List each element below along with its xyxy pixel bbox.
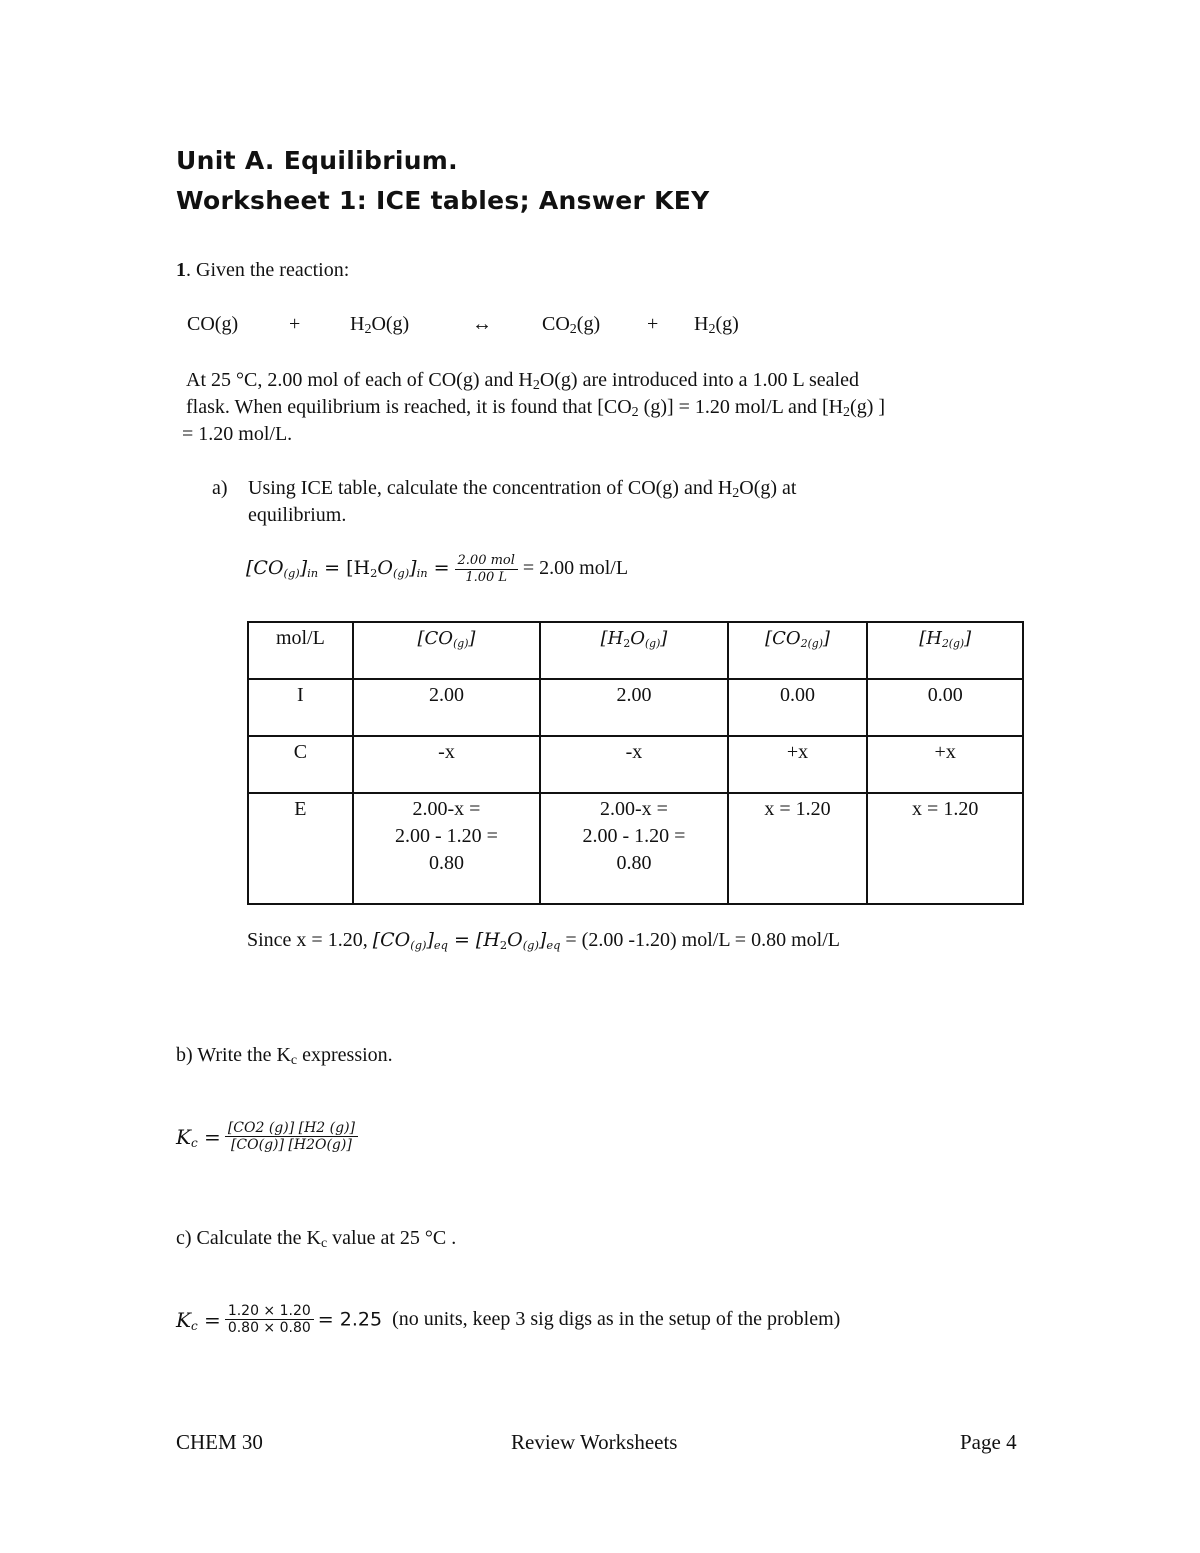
page-title: Unit A. Equilibrium. — [176, 146, 458, 175]
table-row — [248, 679, 1023, 736]
kc-calculation: $K_c$ = $\frac{1.20 \times 1.20}{0.80 \times 0.80}$ = 2.25 (no units, keep 3 sig digs as in the setup of the problem) — [176, 1303, 841, 1336]
header-co2: $[CO_{2(g)}]$ — [728, 622, 868, 679]
question-intro-text: . Given the reaction: — [186, 259, 350, 281]
table-corner: mol/L — [248, 622, 353, 679]
table-cell: +x — [867, 736, 1023, 793]
kc-expression: $K_c$ = $\frac{[CO2 (g)] [H2 (g)]}{[CO(g)] [H2O(g)]}$ — [176, 1120, 358, 1153]
row-label-c: C — [248, 736, 353, 793]
plus-sign: + — [289, 313, 301, 335]
table-cell: 0.00 — [867, 679, 1023, 736]
row-label-i: I — [248, 679, 353, 736]
footer-course: CHEM 30 — [176, 1430, 263, 1454]
table-cell: -x — [353, 736, 540, 793]
equilibrium-arrow: ↔ — [472, 313, 492, 335]
concentration-fraction: $\frac{\text{2.00 mol}}{1.00 L}$ — [455, 553, 518, 586]
question-1-intro — [176, 257, 349, 284]
header-h2o: $[H_2O_{(g)}]$ — [540, 622, 727, 679]
ice-table — [247, 621, 1024, 905]
product-h2: $H_2(g)$ — [694, 313, 739, 337]
equilibrium-result: Since x = 1.20, $[CO_{(g)}]_{eq} = [H_2O_{(g)}]_{eq} = (2.00$ -1.20) mol/L = 0.80 mol/L — [247, 929, 840, 952]
part-a-question: Using ICE table, calculate the concentration of CO(g) and $H_2O(g)$ at equilibrium. — [248, 477, 797, 526]
footer-page-number: Page 4 — [960, 1430, 1017, 1454]
table-cell: 2.00-x = 2.00 - 1.20 = 0.80 — [540, 793, 727, 904]
footer-title: Review Worksheets — [511, 1430, 678, 1454]
table-cell: -x — [540, 736, 727, 793]
part-c-question: c) Calculate the $K_c$ value at 25 °C . — [176, 1227, 457, 1251]
header-co: $[CO_{(g)}]$ — [353, 622, 540, 679]
kc-value: = 2.25 — [317, 1308, 383, 1331]
kc-calc-fraction: $\frac{1.20 \times 1.20}{0.80 \times 0.80}$ — [225, 1303, 314, 1336]
table-row — [248, 793, 1023, 904]
table-cell: 2.00 — [353, 679, 540, 736]
table-cell: x = 1.20 — [728, 793, 868, 904]
table-cell: 0.00 — [728, 679, 868, 736]
reaction-equation — [0, 311, 1200, 341]
kc-fraction: $\frac{[CO2 (g)] [H2 (g)]}{[CO(g)] [H2O(g)]}$ — [225, 1120, 358, 1153]
kc-note: (no units, keep 3 sig digs as in the setup of the problem) — [392, 1308, 841, 1330]
part-b-question: b) Write the $K_c$ expression. — [176, 1044, 393, 1068]
product-co2: $CO_2(g)$ — [542, 313, 601, 337]
initial-concentration-equation: $[CO_{(g)}]_{in} = [H_2O_{(g)}]_{in}$ = $\frac{\text{2.00 mol}}{1.00 L}$ = 2.00 mol/L — [246, 553, 629, 585]
page-subtitle: Worksheet 1: ICE tables; Answer KEY — [176, 186, 710, 215]
header-h2: $[H_{2(g)}]$ — [867, 622, 1023, 679]
problem-paragraph: At 25 °C, 2.00 mol of each of CO(g) and $H_2O(g)$ are introduced into a 1.00 L sealed flask. When equilibrium is reached, it is found that [$CO_2$ (g)] = 1.20 mol/L and [$H_2(g)$ ] = 1.20 mol/L. — [182, 369, 886, 445]
plus-sign: + — [647, 313, 659, 335]
table-cell: x = 1.20 — [867, 793, 1023, 904]
reactant-h2o: $H_2O(g)$ — [350, 313, 410, 337]
reactant-co: CO(g) — [187, 313, 239, 335]
part-a-label: a) — [212, 477, 228, 499]
question-number: 1 — [176, 259, 186, 281]
table-header-row — [248, 622, 1023, 679]
row-label-e: E — [248, 793, 353, 904]
table-cell: 2.00 — [540, 679, 727, 736]
table-cell: 2.00-x = 2.00 - 1.20 = 0.80 — [353, 793, 540, 904]
table-row — [248, 736, 1023, 793]
table-cell: +x — [728, 736, 868, 793]
